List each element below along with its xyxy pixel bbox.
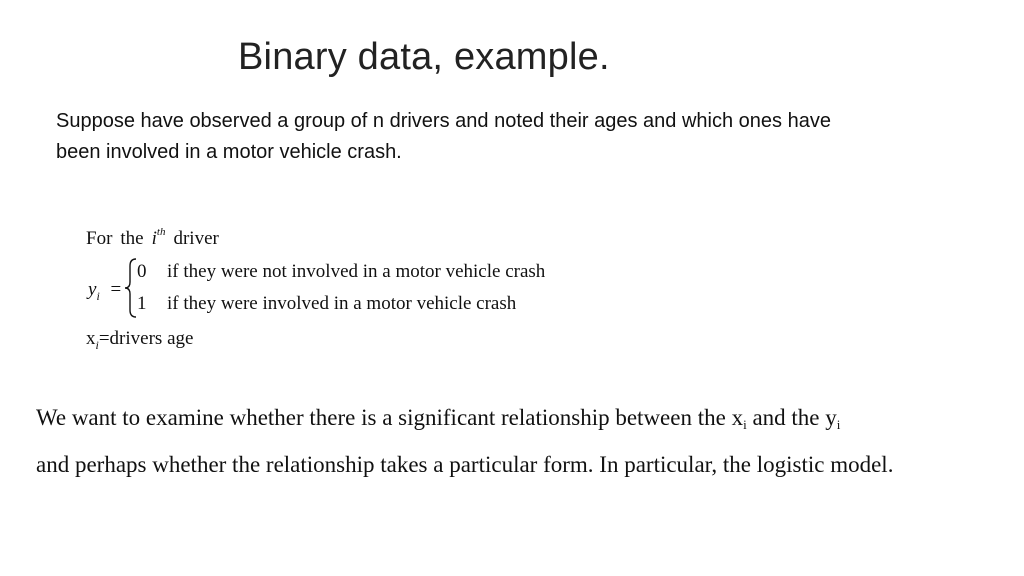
left-brace-icon [124, 258, 138, 318]
for-word: For [86, 228, 113, 249]
y-i-equation-lhs [88, 279, 121, 304]
driver-word: driver [173, 228, 219, 249]
conclusion-paragraph [36, 398, 1016, 485]
for-ith-driver-line [86, 226, 219, 250]
th-superscript: th [156, 226, 166, 238]
x-i-definition [86, 328, 193, 353]
case-zero-text: if they were not involved in a motor vehicle crash [167, 261, 546, 282]
slide-title: Binary data, example. [238, 36, 610, 78]
conclusion-line-1 [36, 398, 1016, 445]
x-variable: x [86, 328, 96, 349]
conclusion-line-1-part-a: We want to examine whether there is a significant relationship between the x [36, 405, 744, 430]
conclusion-line-1-part-b: and the y [746, 405, 837, 430]
case-zero-row [137, 261, 545, 283]
conclusion-y-subscript: i [836, 417, 841, 432]
y-variable: y [88, 279, 97, 300]
case-one-text: if they were involved in a motor vehicle crash [167, 293, 517, 314]
conclusion-x-subscript: i [743, 417, 747, 432]
case-one-row [137, 293, 516, 315]
x-subscript: i [95, 338, 99, 352]
the-word: the [120, 228, 144, 249]
i-variable: i [151, 228, 157, 249]
conclusion-line-2: and perhaps whether the relationship takes a particular form. In particular, the logistic model. [36, 452, 894, 477]
case-one-value: 1 [137, 293, 147, 314]
y-subscript: i [96, 289, 100, 303]
x-definition-text: =drivers age [98, 328, 194, 349]
equals-sign: = [110, 279, 122, 300]
intro-paragraph: Suppose have observed a group of n drivers and noted their ages and which ones have been involved in a motor vehicle crash. [56, 110, 831, 163]
case-zero-value: 0 [137, 261, 147, 282]
